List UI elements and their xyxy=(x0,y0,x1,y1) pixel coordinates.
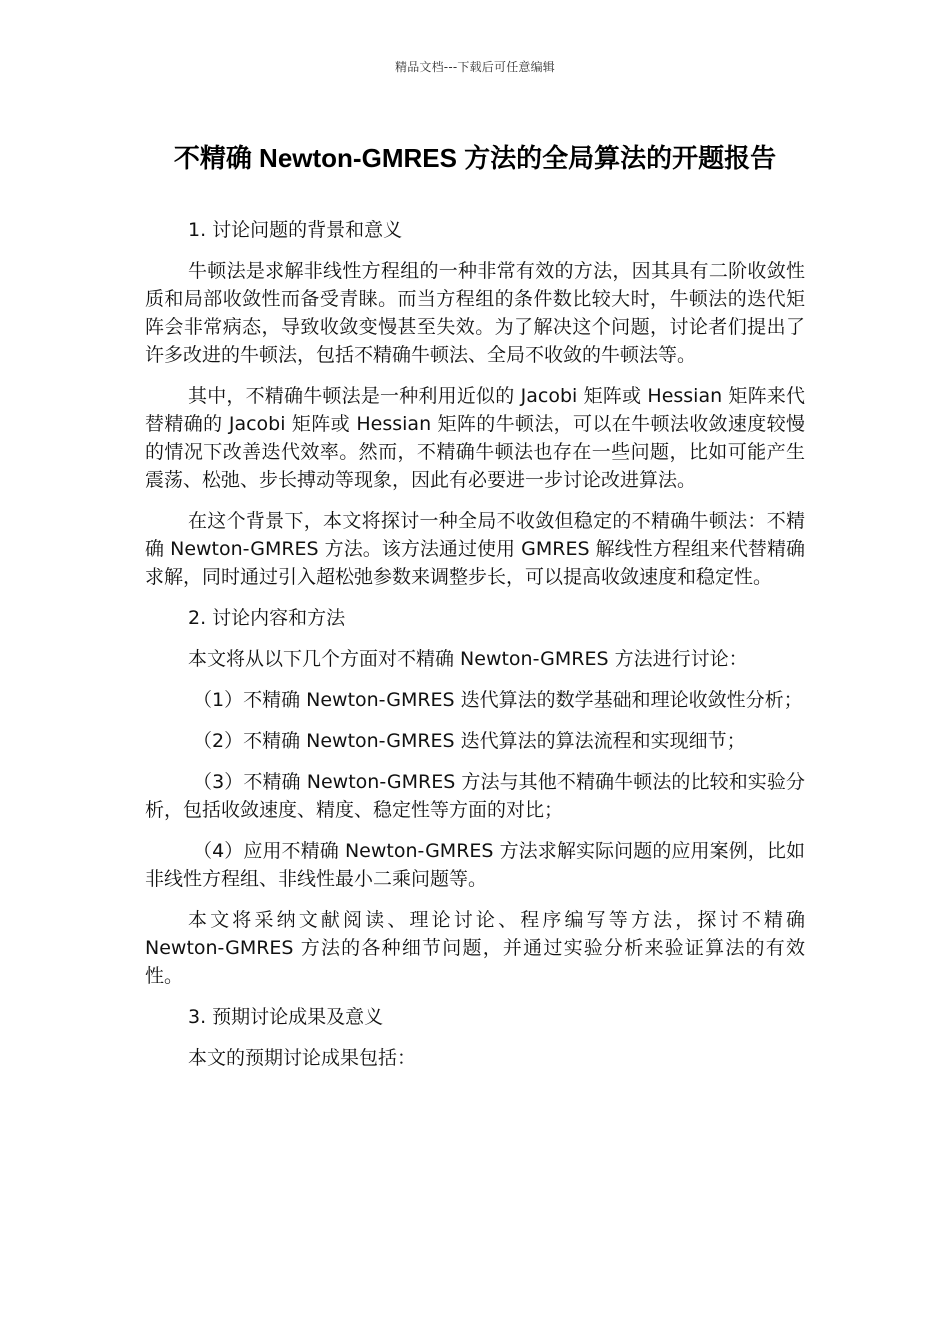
list-item: （1）不精确 Newton-GMRES 迭代算法的数学基础和理论收敛性分析； xyxy=(193,689,803,711)
paragraph: 本文的预期讨论成果包括： xyxy=(188,1047,417,1069)
paragraph: 本文将采纳文献阅读、理论讨论、程序编写等方法，探讨不精确 Newton-GMRES 方法的各种细节问题，并通过实验分析来验证算法的有效性。 xyxy=(145,909,805,987)
list-item: （3）不精确 Newton-GMRES 方法与其他不精确牛顿法的比较和实验分析，包括收敛速度、精度、稳定性等方面的对比； xyxy=(145,771,805,821)
section-heading-background: 1. 讨论问题的背景和意义 xyxy=(188,219,403,241)
paragraph: 本文将从以下几个方面对不精确 Newton-GMRES 方法进行讨论： xyxy=(188,648,748,670)
list-item: （2）不精确 Newton-GMRES 迭代算法的算法流程和实现细节； xyxy=(193,730,746,752)
section-heading-content-methods: 2. 讨论内容和方法 xyxy=(188,607,346,629)
document-title: 不精确 Newton-GMRES 方法的全局算法的开题报告 xyxy=(173,143,777,173)
list-item: （4）应用不精确 Newton-GMRES 方法求解实际问题的应用案例，比如非线性方程组、非线性最小二乘问题等。 xyxy=(145,840,805,890)
header-note: 精品文档---下载后可任意编辑 xyxy=(395,60,555,74)
section-heading-expected-results: 3. 预期讨论成果及意义 xyxy=(188,1006,384,1028)
paragraph: 牛顿法是求解非线性方程组的一种非常有效的方法，因其具有二阶收敛性质和局部收敛性而备受青睐。而当方程组的条件数比较大时，牛顿法的迭代矩阵会非常病态，导致收敛变慢甚至失效。为了解决这个问题，讨论者们提出了许多改进的牛顿法，包括不精确牛顿法、全局不收敛的牛顿法等。 xyxy=(145,260,805,366)
document-body xyxy=(145,216,805,1085)
paragraph: 其中，不精确牛顿法是一种利用近似的 Jacobi 矩阵或 Hessian 矩阵来代替精确的 Jacobi 矩阵或 Hessian 矩阵的牛顿法，可以在牛顿法收敛速度较慢的情况下改善迭代效率。然而，不精确牛顿法也存在一些问题，比如可能产生震荡、松弛、步长搏动等现象，因此有必要进一步讨论改进算法。 xyxy=(145,385,805,491)
paragraph: 在这个背景下，本文将探讨一种全局不收敛但稳定的不精确牛顿法：不精确 Newton-GMRES 方法。该方法通过使用 GMRES 解线性方程组来代替精确求解，同时通过引入超松弛参数来调整步长，可以提高收敛速度和稳定性。 xyxy=(145,510,805,588)
